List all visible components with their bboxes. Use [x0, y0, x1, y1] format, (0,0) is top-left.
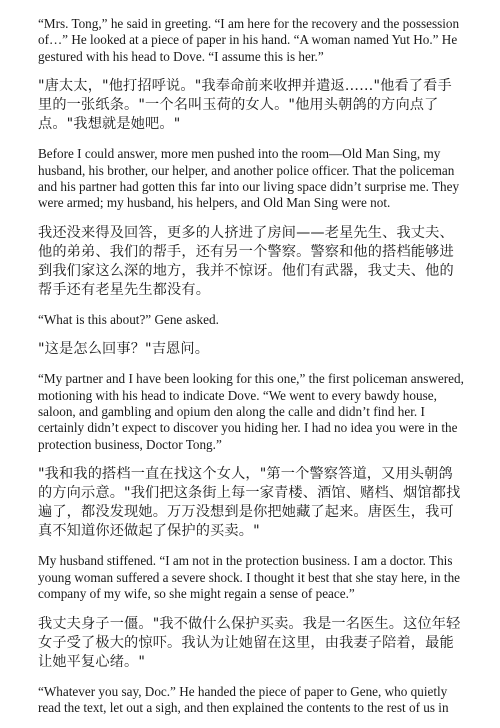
paragraph-chinese-5: 我丈夫身子一僵。"我不做什么保护买卖。我是一名医生。这位年轻女子受了极大的惊吓。我认为让她留在这里，由我妻子陪着，最能让她平复心绪。" — [38, 615, 461, 670]
paragraph-chinese-4: "我和我的搭档一直在找这个女人，"第一个警察答道，又用头朝鸽的方向示意。"我们把这条街上每一家青楼、酒馆、赌档、烟馆都找遍了，都没发现她。万万没想到是你把她藏了起来。唐医生，我可真不知道你还做起了保护的买卖。" — [38, 466, 461, 540]
paragraph-english-5: My husband stiffened. “I am not in the protection business. I am a doctor. This young woman suffered a severe shock. I thought it best that she stay here, in the company of my wife, so she might regain a sense of peace.” — [38, 553, 461, 602]
paragraph-english-2: Before I could answer, more men pushed into the room—Old Man Sing, my husband, his brother, our helper, and another police officer. That the policeman and his partner had gotten this far into our living space didn’t surprise me. They were armed; my husband, his helpers, and Old Man Sing were not. — [38, 146, 460, 211]
paragraph-chinese-3: "这是怎么回事？"吉恩问。 — [38, 341, 210, 358]
paragraph-chinese-2: 我还没来得及回答，更多的人挤进了房间——老星先生、我丈夫、他的弟弟、我们的帮手，还有另一个警察。警察和他的搭档能够进到我们家这么深的地方，我并不惊讶。他们有武器，我丈夫、他的帮手还有老星先生都没有。 — [38, 224, 454, 298]
paragraph-english-3: “What is this about?” Gene asked. — [38, 311, 219, 327]
paragraph-english-4: “My partner and I have been looking for this one,” the first policeman answered, motioning with his head to indicate Dove. “We went to every bawdy house, saloon, and gambling and opium den along the calle and didn’t find her. I certainly didn’t expect to discover you hiding her. I had no idea you were in the protection business, Doctor Tong.” — [38, 371, 464, 452]
paragraph-chinese-1: "唐太太，"他打招呼说。"我奉命前来收押并遣返……"他看了看手里的一张纸条。"一个名叫玉荷的女人。"他用头朝鸽的方向点了点。"我想就是她吧。" — [38, 78, 452, 133]
paragraph-english-1: “Mrs. Tong,” he said in greeting. “I am here for the recovery and the possession of…” He looked at a piece of paper in his hand. “A woman named Yut Ho.” He gestured with his head to Dove. “I assume this is her.” — [38, 16, 460, 64]
document-page — [38, 16, 466, 728]
paragraph-english-6: “Whatever you say, Doc.” He handed the piece of paper to Gene, who quietly read the text, let out a sigh, and then explained the contents to the rest of us in — [38, 683, 449, 715]
